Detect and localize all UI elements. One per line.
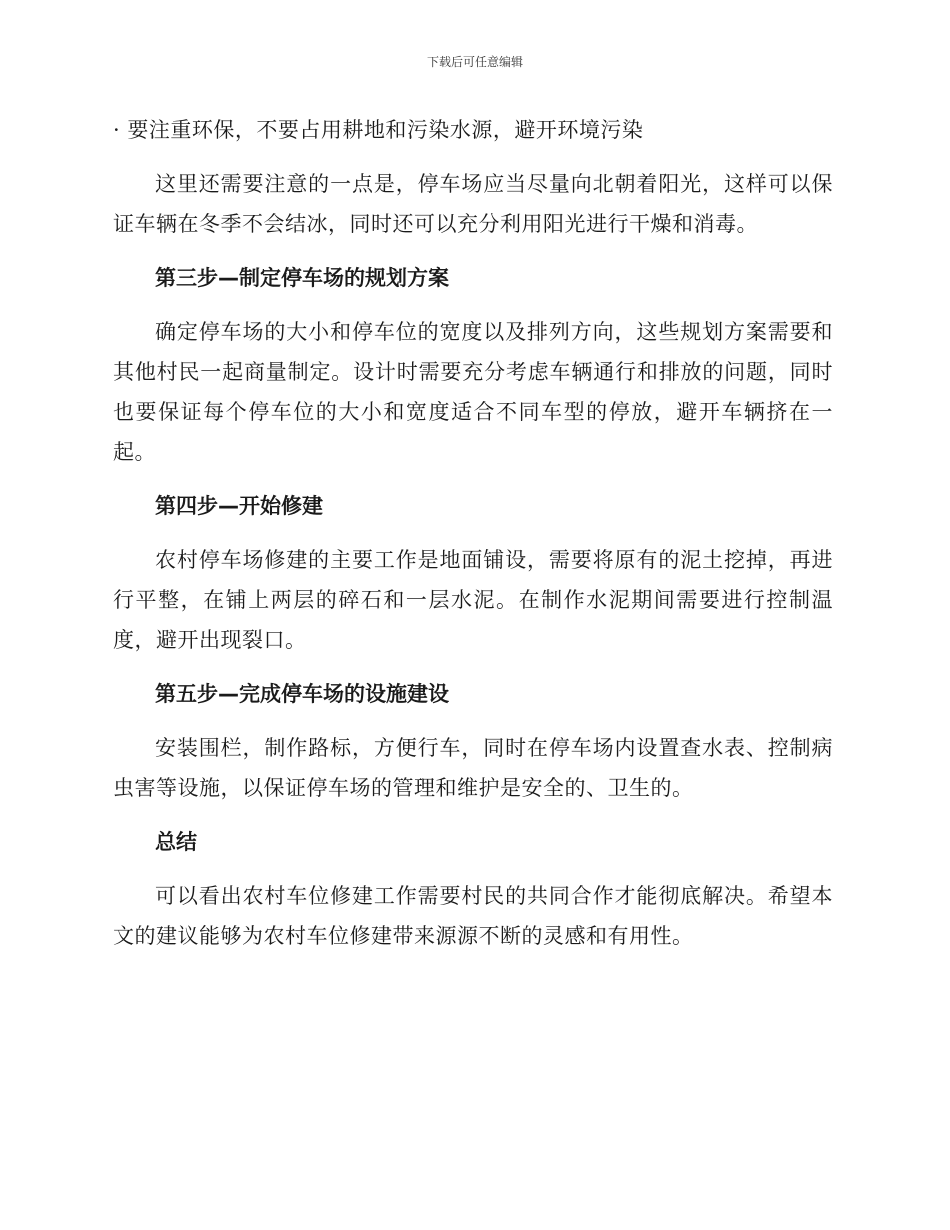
paragraph-planning: 确定停车场的大小和停车位的宽度以及排列方向，这些规划方案需要和其他村民一起商量制定。设计时需要充分考虑车辆通行和排放的问题，同时也要保证每个停车位的大小和宽度适合不同车型的停放，避开车辆挤在一起。 [113, 320, 833, 464]
bullet-item-environment: · 要注重环保，不要占用耕地和污染水源，避开环境污染 [113, 118, 644, 142]
paragraph-summary: 可以看出农村车位修建工作需要村民的共同合作才能彻底解决。希望本文的建议能够为农村车位修建带来源源不断的灵感和有用性。 [113, 884, 833, 948]
section-heading-step-4: 第四步—开始修建 [155, 494, 323, 518]
paragraph-construction: 农村停车场修建的主要工作是地面铺设，需要将原有的泥土挖掉，再进行平整，在铺上两层的碎石和一层水泥。在制作水泥期间需要进行控制温度，避开出现裂口。 [113, 548, 833, 652]
paragraph-orientation: 这里还需要注意的一点是，停车场应当尽量向北朝着阳光，这样可以保证车辆在冬季不会结冰，同时还可以充分利用阳光进行干燥和消毒。 [113, 172, 833, 236]
document-body [113, 110, 833, 970]
section-heading-step-3: 第三步—制定停车场的规划方案 [155, 266, 449, 290]
page-header: 下载后可任意编辑 [426, 55, 523, 69]
section-heading-step-5: 第五步—完成停车场的设施建设 [155, 682, 449, 706]
section-heading-summary: 总结 [155, 830, 197, 854]
paragraph-facilities: 安装围栏，制作路标，方便行车，同时在停车场内设置查水表、控制病虫害等设施，以保证停车场的管理和维护是安全的、卫生的。 [113, 736, 833, 800]
